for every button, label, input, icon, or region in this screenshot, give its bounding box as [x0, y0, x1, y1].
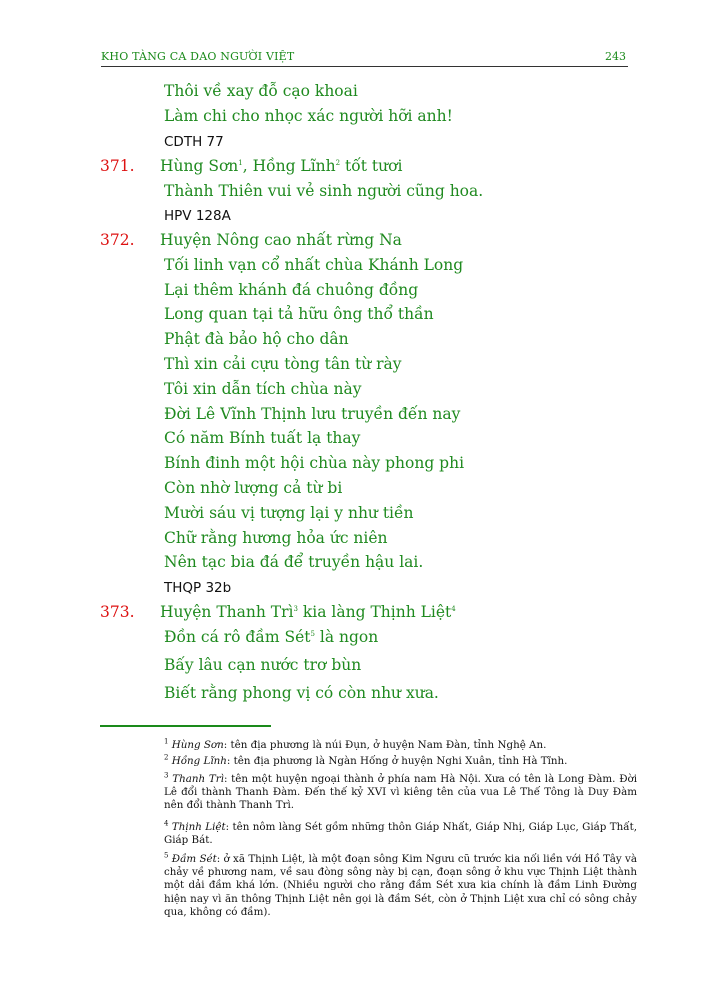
verse-line: Biết rằng phong vị có còn như xưa. [164, 684, 439, 702]
verse-line: Đời Lê Vĩnh Thịnh lưu truyền đến nay [164, 405, 461, 423]
verse-line: Huyện Nông cao nhất rừng Na [160, 231, 402, 249]
verse-line: Huyện Thanh Trì$^3$ kia làng Thịnh Liệt$^4$ [160, 603, 456, 621]
footnote-3: $^3$ Thanh Trì: tên một huyện ngoại thành ở phía nam Hà Nội. Xưa có tên là Long Đàm. Đời Lê đổi thành Thanh Đàm. Đến thế kỷ XVI vì kiêng tên của vua Lê Thế Tông là Duy Đàm nên đổi thành Thanh Trì. [164, 771, 637, 812]
source-code: THQP 32b [164, 580, 232, 596]
verse-line: Còn nhờ lượng cả từ bi [164, 479, 343, 497]
verse-line: Thành Thiên vui vẻ sinh người cũng hoa. [164, 182, 484, 200]
book-title: KHO TÀNG CA DAO NGƯỜI VIỆT [101, 50, 295, 63]
verse-line: Tôi xin dẫn tích chùa này [164, 380, 362, 398]
footnote-1: $^1$ Hùng Sơn: tên địa phương là núi Đụn, ở huyện Nam Đàn, tỉnh Nghệ An. [164, 737, 547, 751]
verse-line: Hùng Sơn$^1$, Hồng Lĩnh$^2$ tốt tươi [160, 157, 403, 175]
verse-line: Bấy lâu cạn nước trơ bùn [164, 656, 362, 674]
verse-line: Có năm Bính tuất lạ thay [164, 429, 361, 447]
verse-line: Phật đà bảo hộ cho dân [164, 330, 349, 348]
footnote-divider [100, 725, 271, 727]
verse-line: Thôi về xay đỗ cạo khoai [164, 82, 358, 100]
entry-number-372: 372. [100, 231, 135, 249]
verse-line: Tối linh vạn cổ nhất chùa Khánh Long [164, 256, 464, 274]
page-number: 243 [605, 50, 626, 63]
verse-line: Thì xin cải cựu tòng tân từ rày [164, 355, 402, 373]
source-code: HPV 128A [164, 208, 231, 224]
footnote-4: $^4$ Thịnh Liệt: tên nôm làng Sét gồm những thôn Giáp Nhất, Giáp Nhị, Giáp Lục, Giáp Thất, Giáp Bát. [164, 819, 637, 847]
verse-line: Nên tạc bia đá để truyền hậu lai. [164, 553, 424, 571]
running-header [101, 50, 628, 67]
verse-line: Chữ rằng hương hỏa ức niên [164, 529, 388, 547]
footnote-5: $^5$ Đầm Sét: ở xã Thịnh Liệt, là một đoạn sông Kim Ngưu cũ trước kia nối liền với Hồ Tây và chảy về phương nam, về sau đòng sông này bị cạn, đoạn sông ở khu vực Thịnh Liệt thành một dải đầm khá lớn. (Nhiều người cho rằng đầm Sét xưa kia chính là đầm Linh Đường hiện nay vì ăn thông Thịnh Liệt nên gọi là đầm Sét, còn ở Thịnh Liệt xưa chỉ có sông chảy qua, không có đầm). [164, 851, 637, 918]
entry-number-371: 371. [100, 157, 135, 175]
footnote-2: $^2$ Hồng Lĩnh: tên địa phương là Ngàn Hống ở huyện Nghi Xuân, tỉnh Hà Tĩnh. [164, 753, 568, 767]
verse-line: Đồn cá rô đầm Sét$^5$ là ngon [164, 628, 379, 646]
verse-line: Lại thêm khánh đá chuông đồng [164, 281, 419, 299]
verse-line: Làm chi cho nhọc xác người hỡi anh! [164, 107, 453, 125]
entry-number-373: 373. [100, 603, 135, 621]
verse-line: Bính đinh một hội chùa này phong phi [164, 454, 465, 472]
verse-line: Mười sáu vị tượng lại y như tiền [164, 504, 414, 522]
verse-line: Long quan tại tả hữu ông thổ thần [164, 305, 434, 323]
source-code: CDTH 77 [164, 134, 224, 150]
